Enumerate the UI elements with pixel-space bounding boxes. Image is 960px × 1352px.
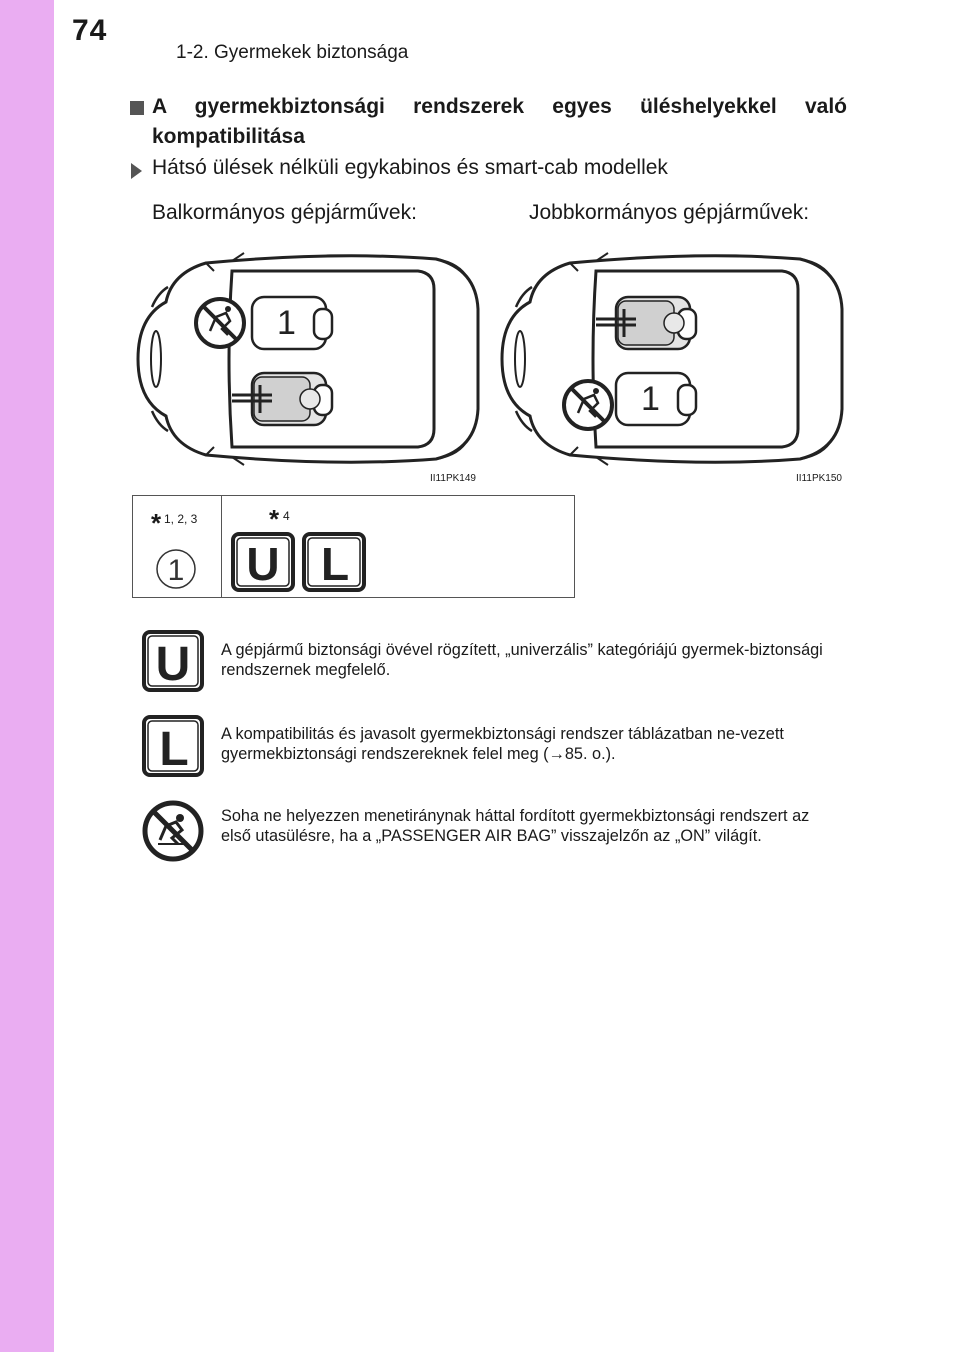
heading: A gyermekbiztonsági rendszerek egyes üléshelyekkel való kompatibilitása (152, 95, 847, 148)
heading-bullet-icon (130, 101, 144, 115)
legend-u-text: A gépjármű biztonsági övével rögzített, „univerzális” kategóriájú gyermek-biztonsági rendszernek megfelelő. (221, 641, 823, 679)
table-divider (221, 496, 222, 597)
badge-l-icon (302, 532, 366, 592)
figure-code-right: II11PK150 (796, 473, 842, 484)
no-rear-facing-seat-icon (142, 800, 204, 862)
subheading-arrow-icon (131, 163, 142, 179)
caption-left-hand-drive: Balkormányos gépjárművek: (152, 201, 417, 224)
footnote-star: * (151, 508, 162, 538)
legend-u-icon (142, 630, 204, 692)
badge-l-letter: L (320, 538, 350, 590)
footnote-note-col1: 1, 2, 3 (164, 512, 198, 526)
legend-airbag-text: Soha ne helyezzen menetiránynak háttal fordított gyermekbiztonsági rendszert az első utasülésre, ha a „PASSENGER AIR BAG” visszajelzőn az „ON” világít. (221, 807, 810, 845)
legend-u-letter: U (155, 638, 191, 691)
caption-right-hand-drive: Jobbkormányos gépjárművek: (529, 201, 810, 224)
legend-l-letter: L (159, 723, 189, 776)
figure-code-left: II11PK149 (430, 473, 476, 484)
footnote-note-col2: 4 (283, 509, 290, 523)
seat-availability-table (132, 495, 575, 598)
seat-number-table: 1 (167, 554, 185, 587)
legend-l-text: A kompatibilitás és javasolt gyermekbiztonsági rendszer táblázatban ne-vezett gyermekbiztonsági rendszereknek felel meg (→85. o.). (221, 725, 784, 763)
subheading: Hátsó ülések nélküli egykabinos és smart-cab modellek (152, 156, 668, 179)
seat-number-badge (155, 548, 197, 590)
badge-u-icon (231, 532, 295, 592)
car-diagram-right (500, 247, 848, 471)
seat-number-left: 1 (277, 304, 296, 342)
legend-l-icon (142, 715, 204, 777)
side-band (0, 0, 54, 1352)
seat-number-right: 1 (641, 380, 660, 418)
footnote-star: * (269, 504, 280, 534)
car-diagram-left (136, 247, 484, 471)
page-number: 74 (72, 14, 108, 47)
badge-u-letter: U (246, 538, 280, 590)
section-title: 1-2. Gyermekek biztonsága (176, 42, 409, 63)
